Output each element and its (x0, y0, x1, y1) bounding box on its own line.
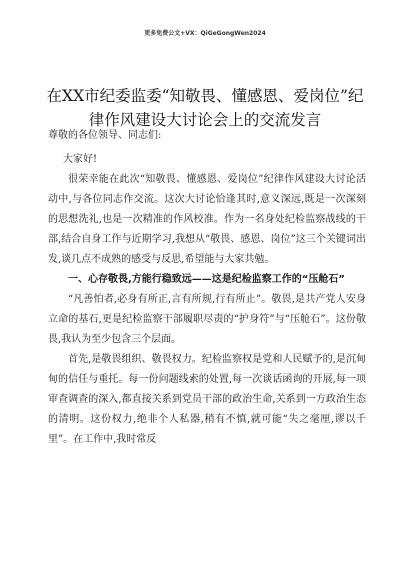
greeting: 大家好! (63, 154, 98, 165)
section-heading-1: 一、心存敬畏,方能行稳致远——这是纪检监察工作的“压舱石” (68, 274, 345, 285)
document-body (48, 126, 366, 450)
salutation: 尊敬的各位领导、同志们: (48, 130, 162, 141)
intro-paragraph: 很荣幸能在此次“知敬畏、懂感恩、爱岗位”纪律作风建设大讨论活动中,与各位同志作交流。这次大讨论恰逢其时,意义深远,既是一次深刻的思想洗礼,也是一次精准的作风校准。作为一名身处纪检监察战线的干部,结合自身工作与近期学习,我想从“敬畏、感恩、岗位”这三个关键词出发,谈几点不成熟的感受与反思,希望能与大家共勉。 (48, 174, 366, 265)
section1-paragraph: “凡善怕者,必身有所正,言有所规,行有所止”。敬畏,是共产党人安身立命的基石,更是纪检监察干部履职尽责的“护身符”与“压舱石”。这份敬畏,我认为至少包含三个层面。 (48, 294, 366, 345)
section1-paragraph: 首先,是敬畏组织、敬畏权力。纪检监察权是党和人民赋予的,是沉甸甸的信任与重托。每一份问题线索的处置,每一次谈话函询的开展,每一项审查调查的深入,都直接关系到党员干部的政治生命,关系到一方政治生态的清明。这份权力,绝非个人私器,稍有不慎,就可能“失之毫厘,谬以千里”。在工作中,我时常反 (48, 354, 366, 445)
watermark-text: 更多免费公文+VX：QiGeGongWen2024 (144, 30, 266, 37)
document-title: 在XX市纪委监委“知敬畏、懂感恩、爱岗位”纪律作风建设大讨论会上的交流发言 (46, 87, 364, 130)
